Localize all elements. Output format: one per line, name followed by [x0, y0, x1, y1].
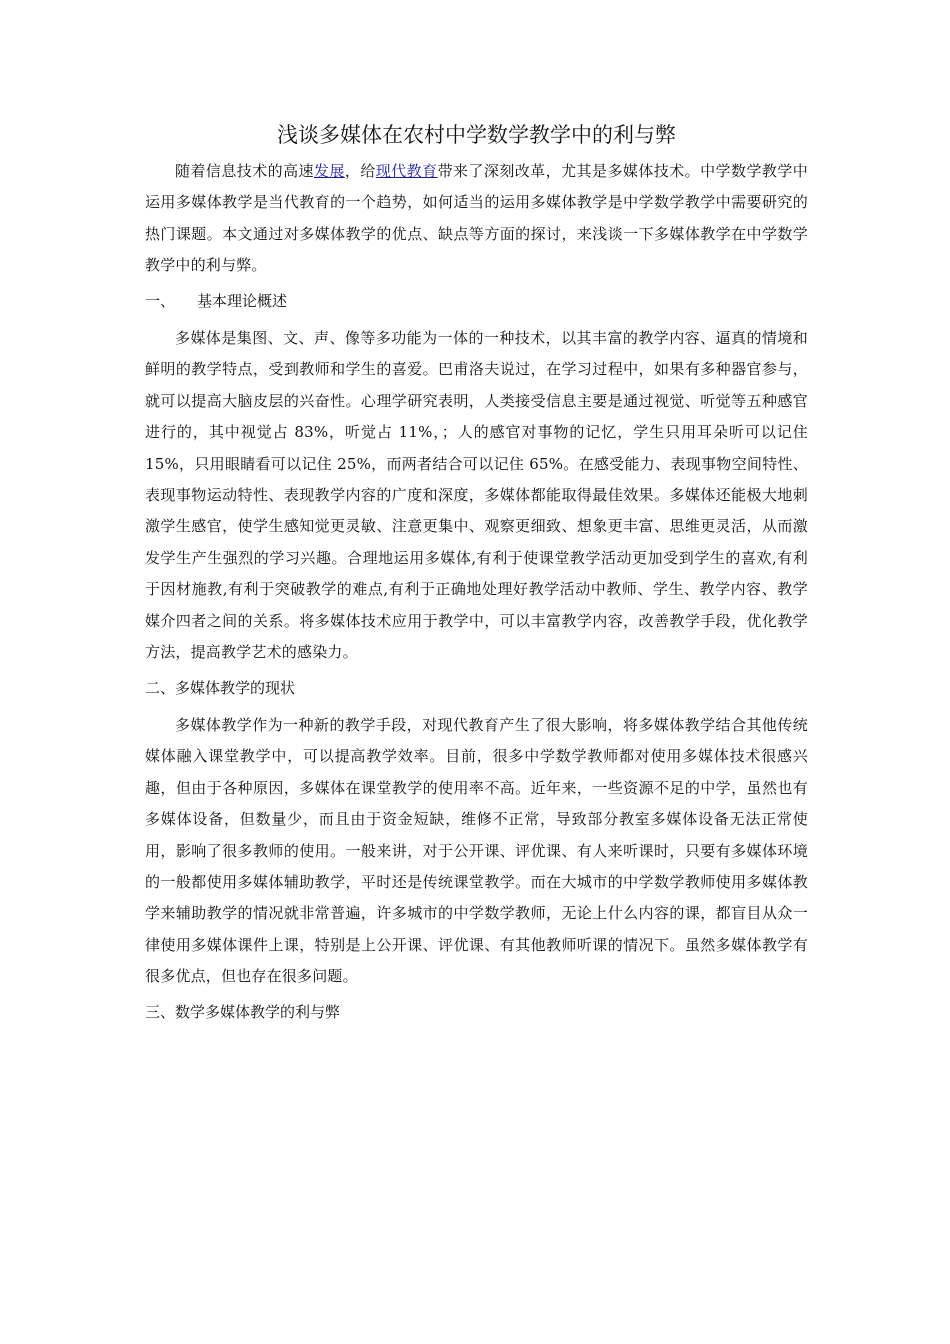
section-3-heading: 三、数学多媒体教学的利与弊	[145, 1002, 341, 1021]
intro-text-1: 随着信息技术的高速	[175, 162, 314, 180]
document-title: 浅谈多媒体在农村中学数学教学中的利与弊	[277, 123, 676, 147]
intro-paragraph	[145, 156, 808, 282]
section-2-heading: 二、多媒体教学的现状	[145, 678, 296, 697]
section-1-paragraph: 多媒体是集图、文、声、像等多功能为一体的一种技术，以其丰富的教学内容、逼真的情境和鲜明的教学特点，受到教师和学生的喜爱。巴甫洛夫说过，在学习过程中，如果有多种器官参与，就可以提高大脑皮层的兴奋性。心理学研究表明，人类接受信息主要是通过视觉、听觉等五种感官进行的，其中视觉占 83%，听觉占 11%，；人的感官对事物的记忆，学生只用耳朵听可以记住 15%，只用眼睛看可以记住 25%，而两者结合可以记住 65%。在感受能力、表现事物空间特性、表现事物运动特性、表现教学内容的广度和深度，多媒体都能取得最佳效果。多媒体还能极大地刺激学生感官，使学生感知觉更灵敏、注意更集中、观察更细致、想象更丰富、思维更灵活，从而激发学生产生强烈的学习兴趣。合理地运用多媒体,有利于使课堂教学活动更加受到学生的喜欢,有利于因材施教,有利于突破教学的难点,有利于正确地处理好教学活动中教师、学生、教学内容、教学媒介四者之间的关系。将多媒体技术应用于教学中，可以丰富教学内容，改善教学手段，优化教学方法，提高教学艺术的感染力。	[145, 329, 808, 662]
intro-text-2: ，给	[344, 162, 376, 180]
section-1-heading	[145, 286, 808, 317]
intro-text-3: 带来了深刻改革，尤其是多媒体技术。中学数学教学中运用多媒体教学是当代教育的一个趋势，如何适当的运用多媒体教学是中学数学教学中需要研究的热门课题。本文通过对多媒体教学的优点、缺点等方面的探讨，来浅谈一下多媒体教学在中学数学教学中的利与弊。	[145, 162, 808, 275]
link-development[interactable]: 发展	[314, 162, 345, 180]
section-1-number: 一、	[145, 291, 176, 310]
link-modern-education[interactable]: 现代教育	[375, 162, 438, 180]
section-2-paragraph: 多媒体教学作为一种新的教学手段，对现代教育产生了很大影响，将多媒体教学结合其他传统媒体融入课堂教学中，可以提高教学效率。目前，很多中学数学教师都对使用多媒体技术很感兴趣，但由于各种原因，多媒体在课堂教学的使用率不高。近年来，一些资源不足的中学，虽然也有多媒体设备，但数量少，而且由于资金短缺，维修不正常，导致部分教室多媒体设备无法正常使用，影响了很多教师的使用。一般来讲，对于公开课、评优课、有人来听课时，只要有多媒体环境的一般都使用多媒体辅助教学，平时还是传统课堂教学。而在大城市的中学数学教师使用多媒体教学来辅助教学的情况就非常普遍，许多城市的中学数学教师，无论上什么内容的课，都盲目从众一律使用多媒体课件上课，特别是上公开课、评优课、有其他教师听课的情况下。虽然多媒体教学有很多优点，但也存在很多问题。	[145, 715, 808, 986]
section-1-title: 基本理论概述	[197, 291, 288, 310]
document-body	[145, 118, 808, 1034]
